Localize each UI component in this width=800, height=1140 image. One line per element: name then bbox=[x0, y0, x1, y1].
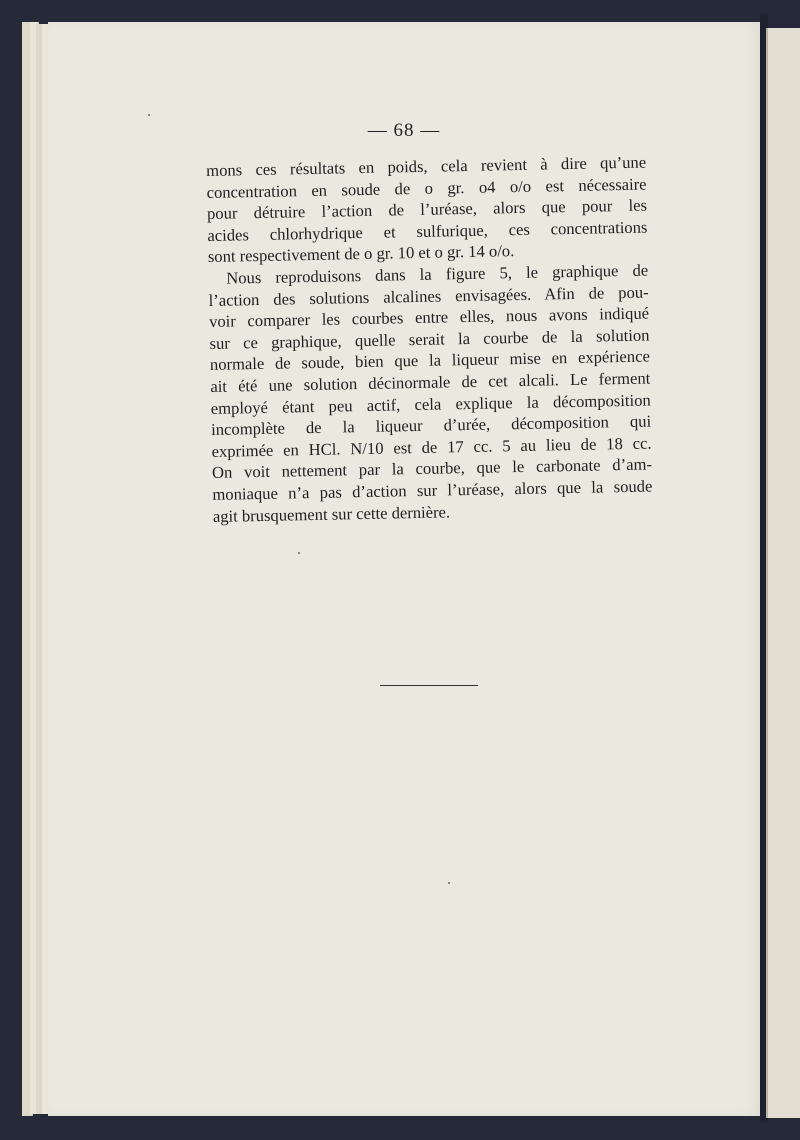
text-line: pour détruire l’action de l’uréase, alors que pour les bbox=[206, 195, 648, 224]
facing-page-edge bbox=[766, 28, 800, 1118]
text-line: agit brusquement sur cette dernière. bbox=[212, 501, 451, 526]
text-line: acides chlorhydrique et sulfurique, ces concentrations bbox=[207, 217, 648, 245]
text-line: ait été une solution décinormale de cet alcali. Le ferment bbox=[210, 368, 651, 396]
paper-speck bbox=[148, 114, 150, 116]
end-rule bbox=[380, 685, 478, 686]
text-line: incomplète de la liqueur d’urée, décomposition qui bbox=[210, 411, 652, 440]
text-line: mons ces résultats en poids, cela revient à dire qu’une bbox=[206, 152, 647, 180]
book-page bbox=[48, 22, 760, 1116]
text-line: Nous reproduisons dans la figure 5, le graphique de bbox=[226, 260, 649, 288]
text-line: exprimée en HCl. N/10 est de 17 cc. 5 au lieu de 18 cc. bbox=[211, 433, 652, 461]
text-line: moniaque n’a pas d’action sur l’uréase, alors que la soude bbox=[212, 476, 653, 504]
text-line: normale de soude, bien que la liqueur mise en expérience bbox=[209, 346, 651, 375]
text-line: concentration en soude de o gr. o4 o/o est nécessaire bbox=[206, 174, 647, 202]
page-number: — 68 — bbox=[367, 120, 441, 141]
text-line: employé étant peu actif, cela explique la décomposition bbox=[210, 390, 651, 418]
text-line: l’action des solutions alcalines envisagées. Afin de pou- bbox=[208, 282, 649, 310]
paper-speck bbox=[298, 552, 300, 554]
text-line: sur ce graphique, quelle serait la courbe de la solution bbox=[209, 325, 650, 353]
paragraph-1 bbox=[206, 152, 648, 268]
paragraph-2 bbox=[208, 260, 653, 528]
body-text bbox=[206, 152, 653, 527]
text-line: On voit nettement par la courbe, que le carbonate d’am- bbox=[211, 454, 653, 483]
text-line: voir comparer les courbes entre elles, nous avons indiqué bbox=[208, 303, 650, 332]
text-line: sont respectivement de o gr. 10 et o gr. 14 o/o. bbox=[207, 241, 515, 267]
paper-speck bbox=[448, 882, 450, 884]
